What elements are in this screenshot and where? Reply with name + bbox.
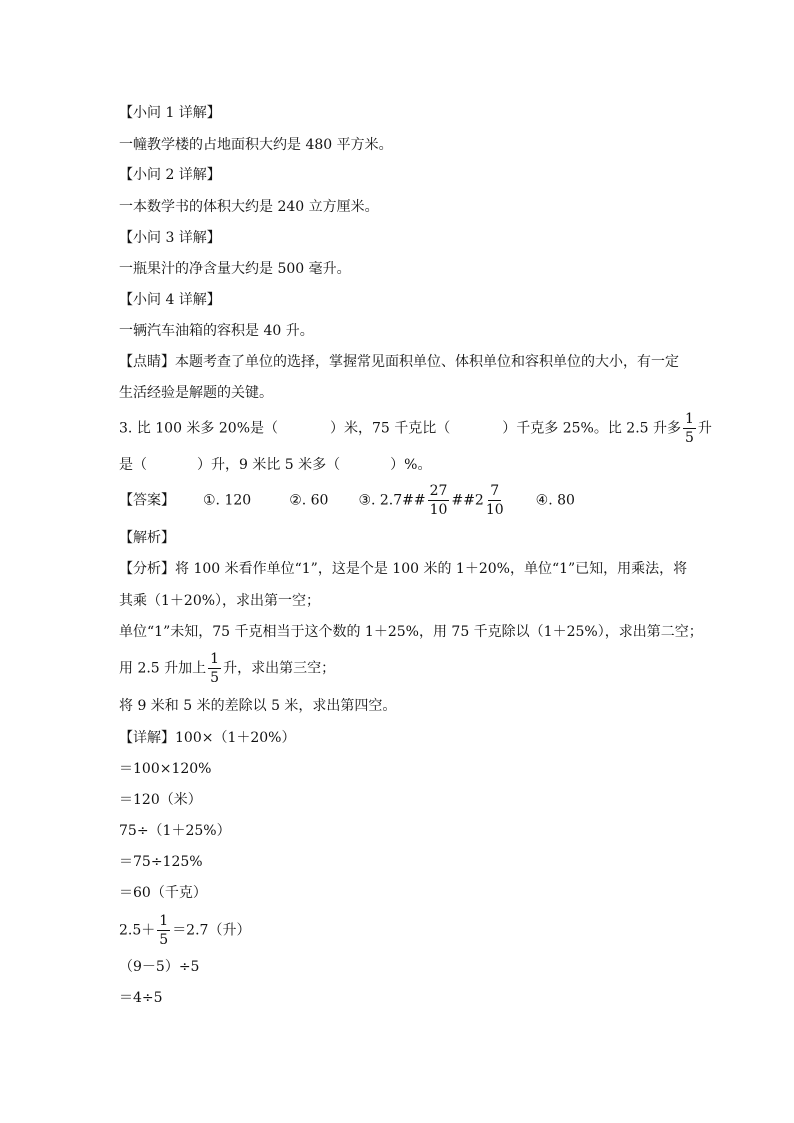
fraction-one-fifth-analysis: $\frac{1}{5}$ [210,651,220,686]
analysis-line-3: 单位“1”未知，75 千克相当于这个数的 1＋25%，用 75 千克除以（1＋25%），求出第二空； [119,624,703,640]
fraction-7-10: $\frac{7}{10}$ [485,483,504,518]
detail-line-2: ＝100×120% [119,761,212,777]
detail-line-8: （9－5）÷5 [119,959,200,975]
problem-3-line-2-b: ）升，9 米比 5 米多（ [197,457,341,473]
analysis-line-2: 其乘（1＋20%），求出第一空； [119,593,321,609]
subquestion-1-heading: 【小问 1 详解】 [119,105,221,121]
answer-label: 【答案】 [119,492,175,509]
detail-line-1: 【详解】100×（1＋20%） [119,730,296,746]
problem-3-part-a: 3. 比 100 米多 20%是（ [119,420,278,437]
subquestion-3-text: 一瓶果汁的净含量大约是 500 毫升。 [119,261,351,277]
detail-line-7 [119,914,250,947]
subquestion-2-text: 一本数学书的体积大约是 240 立方厘米。 [119,199,379,215]
subquestion-4-text: 一辆汽车油箱的容积是 40 升。 [119,323,314,339]
comment-line-1: 【点睛】本题考查了单位的选择，掌握常见面积单位、体积单位和容积单位的大小，有一定 [119,354,679,370]
detail-line-7-b: ＝2.7（升） [172,922,251,939]
analysis-line-5: 将 9 米和 5 米的差除以 5 米，求出第四空。 [119,698,397,714]
detail-line-5: ＝75÷125% [119,854,203,870]
analysis-line-4 [119,652,335,685]
comment-line-2: 生活经验是解题的关键。 [119,385,273,401]
analysis-line-4-a: 用 2.5 升加上 [119,660,207,677]
detail-line-6: ＝60（千克） [119,885,207,901]
answer-line [119,484,575,517]
answer-3-prefix: ③. 2.7## [358,492,426,509]
answer-1: ①. 120 [203,492,252,509]
problem-3-line-2 [119,456,431,474]
subquestion-3-heading: 【小问 3 详解】 [119,230,221,246]
fraction-27-10: $\frac{27}{10}$ [429,483,448,518]
answer-2: ②. 60 [289,492,329,509]
answer-4: ④. 80 [535,492,575,509]
problem-3-part-c: ）千克多 25%。比 2.5 升多 [502,420,681,437]
detail-line-3: ＝120（米） [119,792,202,808]
problem-3-line-2-c: ）%。 [390,457,432,473]
analysis-line-1: 【分析】将 100 米看作单位“1”，这是个是 100 米的 1＋20%，单位“1”已知，用乘法，将 [119,561,688,577]
subquestion-2-heading: 【小问 2 详解】 [119,167,221,183]
fraction-one-fifth: $\frac{1}{5}$ [685,411,694,446]
subquestion-4-heading: 【小问 4 详解】 [119,292,221,308]
problem-3-part-b: ）米，75 千克比（ [330,420,451,437]
detail-line-9: ＝4÷5 [119,990,163,1006]
detail-line-4: 75÷（1＋25%） [119,823,231,839]
problem-3-line-1 [119,412,712,445]
answer-3-mid: ##2 [451,492,484,509]
subquestion-1-text: 一幢教学楼的占地面积大约是 480 平方米。 [119,137,393,153]
analysis-line-4-b: 升，求出第三空； [223,660,336,677]
analysis-heading: 【解析】 [119,530,175,546]
detail-line-7-a: 2.5＋ [119,922,156,939]
problem-3-line-2-a: 是（ [119,457,147,473]
problem-3-part-d: 升 [697,420,712,437]
fraction-one-fifth-detail: $\frac{1}{5}$ [159,913,169,948]
